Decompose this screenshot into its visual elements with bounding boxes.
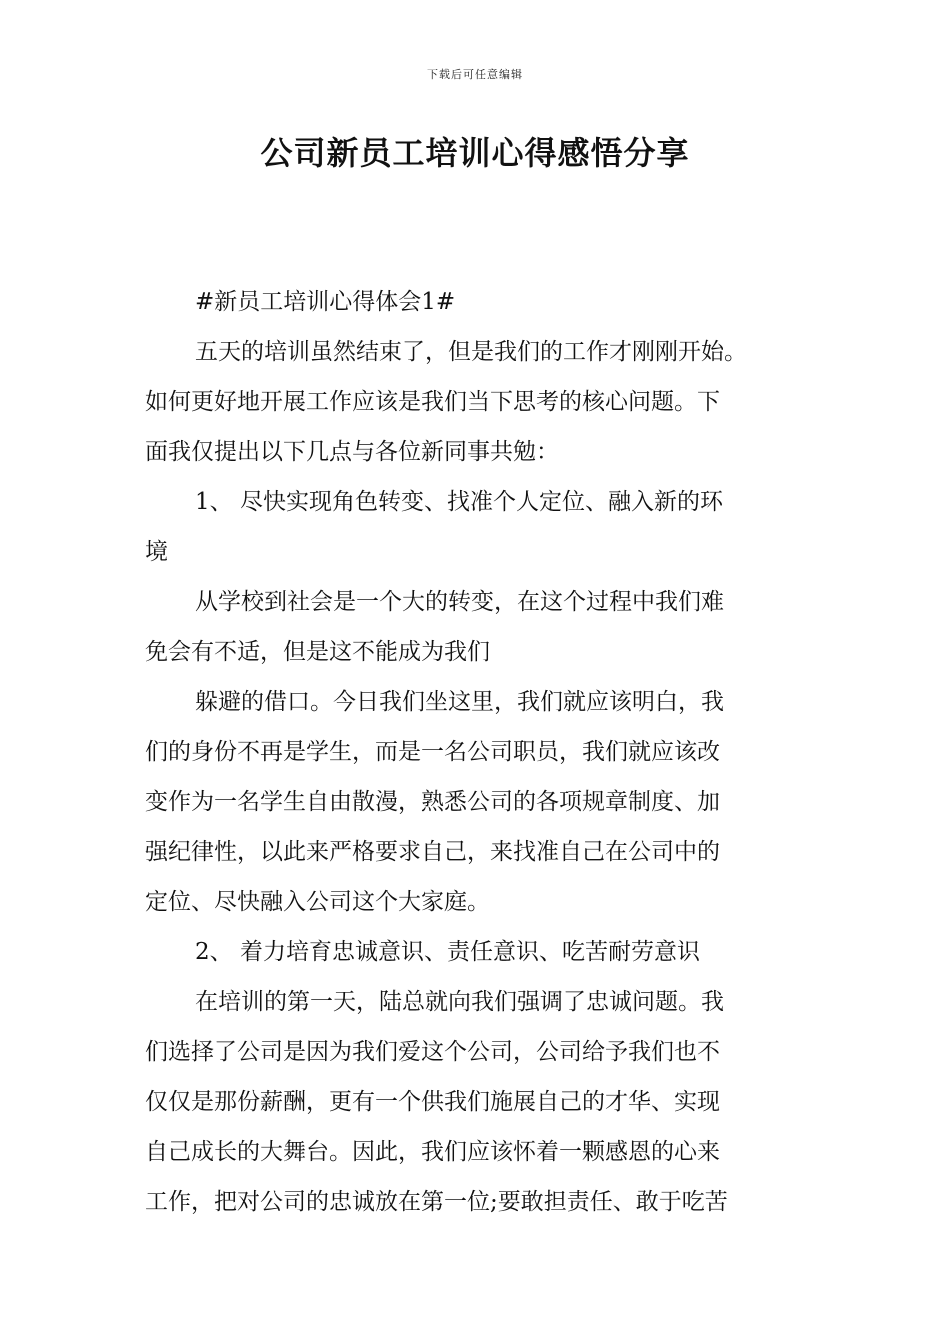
paragraph-line: 自己成长的大舞台。因此，我们应该怀着一颗感恩的心来 [145, 1139, 720, 1165]
paragraph-line: 仅仅是那份薪酬，更有一个供我们施展自己的才华、实现 [145, 1089, 720, 1115]
numbered-point-2: 2、 着力培育忠诚意识、责任意识、吃苦耐劳意识 [195, 939, 700, 965]
paragraph-line: 免会有不适，但是这不能成为我们 [145, 639, 490, 665]
paragraph-line: 们选择了公司是因为我们爱这个公司，公司给予我们也不 [145, 1039, 720, 1065]
paragraph-line: 变作为一名学生自由散漫，熟悉公司的各项规章制度、加 [145, 789, 720, 815]
paragraph-line: 工作，把对公司的忠诚放在第一位;要敢担责任、敢于吃苦 [145, 1189, 728, 1215]
paragraph-line: 境 [145, 539, 168, 565]
document-title: 公司新员工培训心得感悟分享 [260, 134, 690, 172]
paragraph-line: 在培训的第一天，陆总就向我们强调了忠诚问题。我 [195, 989, 724, 1015]
paragraph-line: 强纪律性，以此来严格要求自己，来找准自己在公司中的 [145, 839, 720, 865]
paragraph-line: 面我仅提出以下几点与各位新同事共勉： [145, 439, 559, 465]
numbered-point-1: 1、 尽快实现角色转变、找准个人定位、融入新的环 [195, 489, 723, 515]
section-heading: #新员工培训心得体会1# [195, 289, 456, 315]
paragraph-line: 五天的培训虽然结束了，但是我们的工作才刚刚开始。 [195, 339, 747, 365]
paragraph-line: 定位、尽快融入公司这个大家庭。 [145, 889, 490, 915]
body-text [145, 277, 817, 1227]
paragraph-line: 躲避的借口。今日我们坐这里，我们就应该明白，我 [195, 689, 724, 715]
header-note: 下载后可任意编辑 [427, 68, 523, 81]
paragraph-line: 如何更好地开展工作应该是我们当下思考的核心问题。下 [145, 389, 720, 415]
paragraph-line: 从学校到社会是一个大的转变，在这个过程中我们难 [195, 589, 724, 615]
paragraph-line: 们的身份不再是学生，而是一名公司职员，我们就应该改 [145, 739, 720, 765]
